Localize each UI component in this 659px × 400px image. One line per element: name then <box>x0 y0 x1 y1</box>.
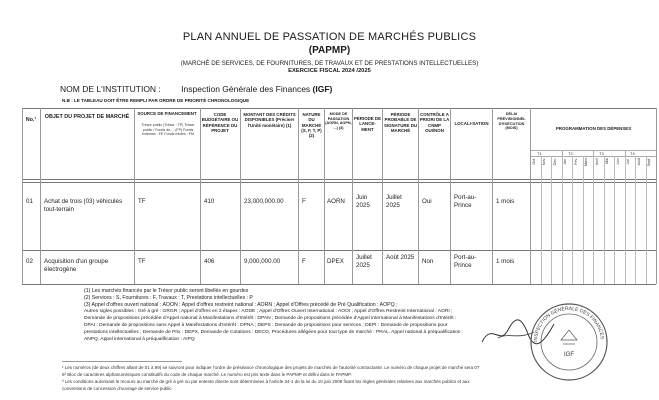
month-label: Jan. <box>563 158 567 165</box>
header-montant: MONTANT DES CRÉDITS DISPONIBLES (Préciser l'Unité monétaire) (1) <box>243 112 296 128</box>
grid-line <box>635 156 636 284</box>
grid-line <box>22 108 23 284</box>
grid-line <box>625 156 626 284</box>
document-subtitle: (MARCHÉ DE SERVICES, DE FOURNITURES, DE TRAVAUX ET DE PRESTATIONS INTELLECTUELLES) <box>180 60 479 67</box>
month-label: Mars <box>584 158 588 166</box>
month-label: Nov. <box>542 158 546 166</box>
cell-controle: Oui <box>422 198 432 205</box>
header-source-detail: Trésor public (Trésor : TP) Trésor public / Fonds de ... (FP) Fonds externes : FE Fonds mixtes : FM <box>141 123 195 137</box>
footnote-line: (2) Services : S, Fournitures : F, Travaux : T, Prestations intellectuelles : P <box>84 295 253 301</box>
grid-line <box>530 108 531 284</box>
footnote-small: conventions de concession d'ouvrage de service public <box>62 386 172 391</box>
cell-signature: Juillet 2025 <box>386 194 402 209</box>
footnote-small: ³ Les conditions autorisant le recours au marché de gré à gré ou par entente directe sont déterminées à l'article 34-1 de la loi du 10 juin 2009 fixant les règles générales relatives aux marchés publics et aux <box>62 379 470 384</box>
footnote-small: 6² Bloc de caractères alphanumériques constitutifs du code de chaque marché. Le numéro est pris texte dans le PAPMP et défini dans le PAPMP. <box>62 372 352 377</box>
table-note: N.B : LE TABLEAU DOIT ÊTRE REMPLI PAR ORDRE DE PRIORITÉ CHRONOLOGIQUE <box>62 98 250 103</box>
header-nature: NATURE DU MARCHÉ (S, F, T, P) (2) <box>301 112 322 139</box>
cell-no: 02 <box>26 258 33 265</box>
grid-line <box>22 108 656 109</box>
header-periode-lancement: PÉRIODE DE LANCE-MENT <box>353 116 382 132</box>
grid-line <box>418 108 419 284</box>
svg-text:INSPECTION GÉNÉRALE DES FINANC <box>533 305 605 342</box>
header-localisation: LOCALI-SATION <box>454 121 489 126</box>
grid-line <box>562 156 563 284</box>
grid-line <box>583 156 584 284</box>
institution-label: NOM DE L'INSTITUTION : <box>60 84 161 94</box>
header-no: No.¹ <box>25 117 37 123</box>
cell-no: 01 <box>26 198 33 205</box>
grid-line <box>551 156 552 284</box>
header-source: SOURCE DE FINANCEMENT <box>137 111 197 116</box>
cell-lancement: Juillet 2025 <box>356 254 372 269</box>
footnote-line: (3) Appel d'offres ouvert national : AOON ; Appel d'offres restreint national : AORN ; Appel d'Offres précédé de Pré Qualification : AOPQ ; <box>84 302 398 308</box>
quarter-label: T3 <box>599 151 604 156</box>
grid-line <box>614 156 615 284</box>
grid-line <box>240 108 241 284</box>
document-title: PLAN ANNUEL DE PASSATION DE MARCHÉS PUBLICS <box>182 31 477 43</box>
footnote-line: ANPQ, Appel international à préqualification : AIPQ <box>84 337 195 342</box>
footnote-small: ¹ Les numéros (de deux chiffres allant de 01 à 99) se suivront pour indiquer l'ordre de préséance chronologique des projets de marchés de l'autorité contractante. Le numéro de chaque projet de marché sera 07 <box>62 365 480 370</box>
grid-line <box>40 108 41 284</box>
header-controle: CONTRÔLE A PRIORI DE LA CNMP OUI/NON <box>419 112 450 133</box>
document-abbreviation: (PAPMP) <box>308 45 351 56</box>
grid-line <box>352 108 353 284</box>
grid-line <box>604 156 605 284</box>
footnote-separator <box>62 361 182 362</box>
quarter-label: T4 <box>630 151 635 156</box>
official-stamp <box>527 300 611 384</box>
grid-line <box>450 108 451 284</box>
institution-name: Inspection Générale des Finances <box>181 84 311 94</box>
footnote-line: Autres sigles possibles : Gré à gré : GRGR ; Appel d'offres en 2 étapes : AODE ; Appel d'Offres Ouvert International : AOOI ; Appel d'Offres Restreint International : AORI ; <box>84 309 453 314</box>
stamp-ring-text: INSPECTION GÉNÉRALE DES FINANCES <box>532 305 605 343</box>
cell-signature: Août 2025 <box>386 254 415 261</box>
header-periode-signature: PÉRIODE PROBABLE DE SIGNATURE DU MARCHÉ <box>383 112 418 133</box>
quarter-label: T2 <box>568 151 573 156</box>
cell-mode: DPEX <box>327 258 344 265</box>
fiscal-year: EXERCICE FISCAL 2024 /2025 <box>288 68 371 74</box>
header-delai: DÉLAI PRÉVISIONNEL D'EXÉCUTION (MOIS) <box>497 112 526 131</box>
cell-source: TF <box>138 198 146 205</box>
footnote-line: (1) Les marchés financés par le Trésor public seront libellés en gourdes <box>84 288 249 294</box>
cell-montant: 9,000,000.00 <box>244 258 281 265</box>
month-label: Juil. <box>626 158 630 165</box>
grid-line <box>646 156 647 284</box>
institution-line <box>60 84 332 94</box>
month-label: Sept. <box>647 158 651 167</box>
grid-line <box>572 156 573 284</box>
header-code: CODE BUDGÉTAIRE OU RÉFÉRENCE DU PROJET <box>201 112 239 133</box>
grid-line <box>593 156 594 284</box>
cell-nature: F <box>302 258 306 265</box>
cell-localisation: Port-au-Prince <box>454 254 477 269</box>
grid-line <box>200 108 201 284</box>
month-label: Déc. <box>553 158 557 166</box>
footnote-line: DPAI ; Demande de propositions sans Appel à Manifestations d'Intérêt : DPNA ; DEPS : Demande de propositions pour services ; DEPI : Demande de propositions pour <box>84 323 448 328</box>
cell-localisation: Port-au-Prince <box>454 194 477 209</box>
grid-line <box>541 156 542 284</box>
footnote-line: prestations intellectuelles ; Demande de Prix : DEPX, Demande de Cotations : DECO, Procédures allégées pour tout type de marché : PRAL. Appel national à préqualification : <box>84 330 464 335</box>
cell-delai: 1 mois <box>496 198 515 205</box>
cell-lancement: Juin 2025 <box>356 194 370 209</box>
grid-line <box>492 108 493 284</box>
month-label: Août <box>637 158 641 166</box>
cell-objet: Acquisition d'un groupe électrogène <box>44 258 109 273</box>
cell-objet: Achat de trois (03) véhicules tout-terrain <box>44 198 123 213</box>
month-label: Avril <box>595 158 599 165</box>
stamp-center-text: IGF <box>564 352 574 358</box>
institution-acronym: (IGF) <box>312 84 333 94</box>
footnote-line: Demande de propositions précédée d'Appel national à Manifestations d'Intérêt : DPAN ; Demande de propositions précédée d'Appel international à Manifestations d'Intérêt : <box>84 316 457 321</box>
grid-line <box>324 108 325 284</box>
header-programmation: PROGRAMMATION DES DÉPENSES <box>555 126 632 131</box>
grid-line <box>562 150 563 156</box>
cell-mode: AORN <box>327 198 345 205</box>
cell-delai: 1 mois <box>496 258 515 265</box>
quarter-label: T1 <box>537 151 542 156</box>
grid-line <box>134 108 135 284</box>
grid-line <box>593 150 594 156</box>
month-label: Juin <box>616 158 620 165</box>
month-label: Fév. <box>574 158 578 165</box>
month-label: Mai <box>605 158 609 164</box>
grid-line <box>382 108 383 284</box>
grid-line <box>656 108 657 284</box>
grid-line <box>22 284 656 285</box>
cell-montant: 23,000,000.00 <box>244 198 284 205</box>
cell-controle: Non <box>422 258 434 265</box>
header-objet: OBJET DU PROJET DE MARCHÉ <box>44 114 130 120</box>
cell-nature: F <box>302 198 306 205</box>
grid-line <box>625 150 626 156</box>
header-mode: MODE DE PASSATION (AORN, AOPN, ...) (3) <box>325 112 352 130</box>
cell-source: TF <box>138 258 146 265</box>
cell-code: 410 <box>204 198 215 205</box>
month-label: Oct. <box>532 158 536 165</box>
cell-code: 406 <box>204 258 215 265</box>
